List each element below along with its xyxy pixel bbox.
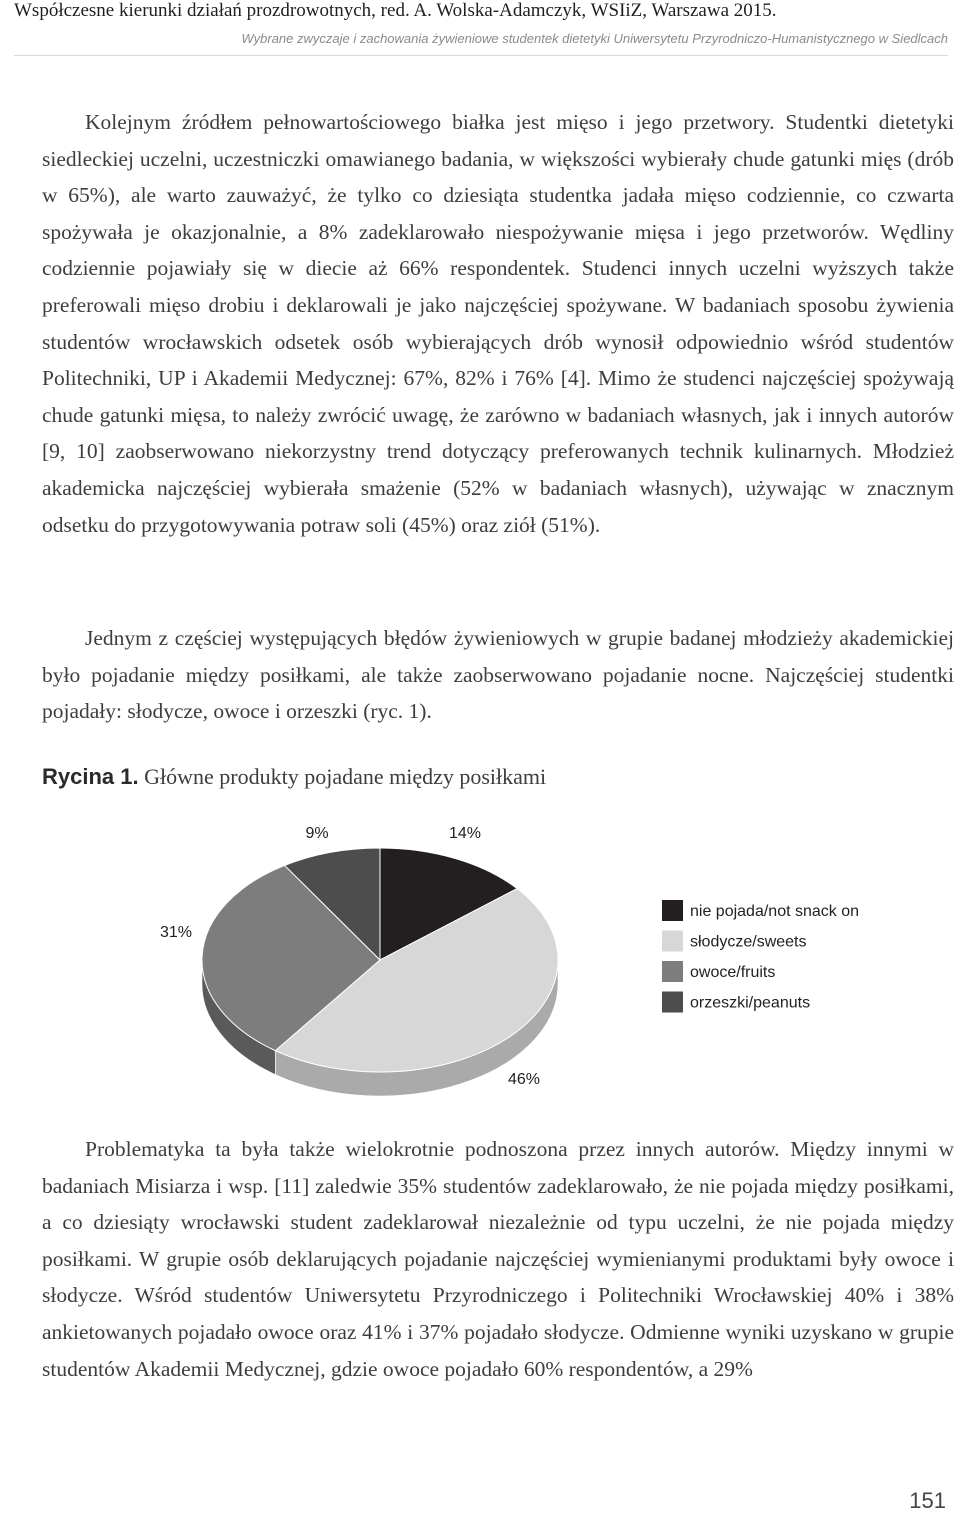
pie-value-label-4: 9% (305, 825, 329, 842)
header-book-title: Współczesne kierunki działań prozdrowotnych, red. A. Wolska-Adamczyk, WSIiZ, Warszawa 2015. (14, 0, 777, 21)
body-paragraph-3: Problematyka ta była także wielokrotnie podnoszona przez innych autorów. Między innymi w badaniach Misiarza i wsp. [11] zaledwie 35% studentów zadeklarowało, że nie pojada między posiłkami, a co dziesiąty wrocławski student zadeklarował niezależnie od typu uczelni, że nie pojada między posiłkami. W grupie osób deklarujących pojadanie najczęściej wymienianymi produktami były owoce i słodycze. Wśród studentów Uniwersytetu Przyrodniczego i Politechniki Wrocławskiej 40% i 38% ankietowanych pojadało owoce oraz 41% i 37% pojadało słodycze. Odmienne wyniki uzyskano w grupie studentów Akademii Medycznej, gdzie owoce pojadało 60% respondentów, a 29% (42, 1137, 954, 1381)
pie-value-label-3: 31% (159, 924, 193, 941)
legend-swatch-2 (662, 931, 683, 952)
legend-swatch-4 (662, 992, 683, 1013)
pie-top-faces (202, 848, 558, 1072)
figure-label: Rycina 1. (42, 764, 139, 789)
legend-swatch-1 (662, 900, 683, 921)
pie-value-label-1: 14% (448, 825, 482, 842)
figure-caption (42, 764, 546, 790)
pie-chart (0, 800, 960, 1120)
body-paragraph-2: Jednym z częściej występujących błędów żywieniowych w grupie badanej młodzieży akademickiej było pojadanie między posiłkami, ale także zaobserwowano pojadanie nocne. Najczęściej studentki pojadały: słodycze, owoce i orzeszki (ryc. 1). (42, 626, 954, 724)
page-number: 151 (909, 1488, 946, 1513)
pie-value-label-2: 46% (507, 1071, 541, 1088)
header-chapter-title: Wybrane zwyczaje i zachowania żywieniowe studentek dietetyki Uniwersytetu Przyrodniczo-Humanistycznego w Siedlcach (241, 31, 948, 46)
legend-label-4: orzeszki/peanuts (690, 994, 811, 1012)
header-divider (14, 55, 948, 56)
body-paragraph-1: Kolejnym źródłem pełnowartościowego białka jest mięso i jego przetwory. Studentki dietetyki siedleckiej uczelni, uczestniczki omawianego badania, w większości wybierały chude gatunki mięs (drób w 65%), ale warto zauważyć, że tylko co dziesiąta studentka jadała mięso codziennie, co czwarta spożywała je okazjonalnie, a 8% zadeklarowało niespożywanie mięsa i jego przetworów. Wędliny codziennie pojawiały się w diecie aż 66% respondentek. Studenci innych uczelni wyższych także preferowali mięso drobiu i deklarowali je jako najczęściej spożywane. W badaniach sposobu żywienia studentów wrocławskich odsetek osób wybierających drób wynosił odpowiednio wśród studentów Politechniki, UP i Akademii Medycznej: 67%, 82% i 76% [4]. Mimo że studenci najczęściej spożywają chude gatunki mięsa, to należy zwrócić uwagę, że zarówno w badaniach własnych, jak i innych autorów [9, 10] zaobserwowano niekorzystny trend dotyczący preferowanych technik kulinarnych. Młodzież akademicka najczęściej wybierała smażenie (52% w badaniach własnych), używając w znacznym odsetku do przygotowywania potraw soli (45%) oraz ziół (51%). (42, 110, 954, 537)
legend-label-1: nie pojada/not snack on (690, 903, 860, 920)
figure-caption-text: Główne produkty pojadane między posiłkami (144, 764, 547, 789)
legend-swatch-3 (662, 961, 683, 982)
pie-chart-svg (0, 800, 960, 1120)
legend-label-3: owoce/fruits (690, 964, 776, 981)
legend-label-2: słodycze/sweets (690, 933, 807, 951)
